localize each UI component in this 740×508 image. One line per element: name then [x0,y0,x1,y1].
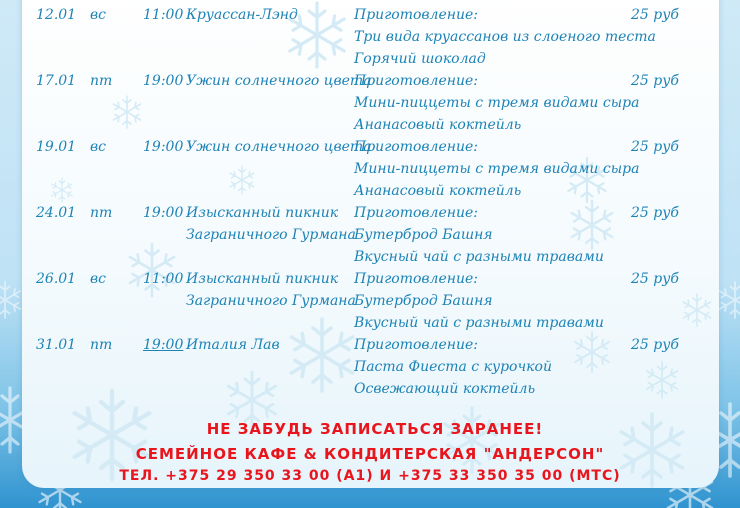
event-menu [354,334,552,400]
event-date: 19.01 [36,139,77,155]
event-price: 25 руб [631,271,679,287]
table-row [0,136,740,202]
menu-line: Вкусный чай с разными травами [354,249,604,265]
menu-line: Приготовление: [354,271,478,287]
menu-line: Приготовление: [354,7,478,23]
reminder-text: НЕ ЗАБУДЬ ЗАПИСАТЬСЯ ЗАРАНЕЕ! [206,420,544,438]
event-time: 19:00 [143,205,184,221]
table-row [0,268,740,334]
event-day: пт [90,205,113,221]
event-time: 11:00 [143,271,184,287]
event-date: 26.01 [36,271,77,287]
menu-line: Три вида круассанов из слоеного теста [354,29,656,45]
menu-line: Горячий шоколад [354,51,486,67]
event-price: 25 руб [631,139,679,155]
event-title-line: Изысканный пикник [186,205,339,221]
event-menu [354,4,656,70]
menu-line: Ананасовый коктейль [354,117,522,133]
event-title-line: Заграничного Гурмана [186,227,356,243]
event-time: 19:00 [143,337,184,353]
menu-line: Бутерброд Башня [354,227,493,243]
phone-numbers: ТЕЛ. +375 29 350 33 00 (А1) И +375 33 350 35 00 (МТС) [119,468,621,484]
event-menu [354,268,604,334]
menu-line: Ананасовый коктейль [354,183,522,199]
menu-line: Бутерброд Башня [354,293,493,309]
event-title [186,4,298,26]
table-row [0,70,740,136]
menu-line: Мини-пиццеты с тремя видами сыра [354,95,640,111]
event-day: вс [90,271,106,287]
event-price: 25 руб [631,73,679,89]
event-title-line: Заграничного Гурмана [186,293,356,309]
event-time: 11:00 [143,7,184,23]
event-title [186,202,356,246]
event-title [186,136,372,158]
menu-line: Паста Фиеста с курочкой [354,359,552,375]
footer-contact [0,417,740,487]
event-title-line: Ужин солнечного цвета [186,73,372,89]
event-price: 25 руб [631,7,679,23]
event-title [186,268,356,312]
menu-line: Приготовление: [354,205,478,221]
event-title-line: Италия Лав [186,337,280,353]
event-date: 17.01 [36,73,77,89]
event-title [186,70,372,92]
cafe-name: СЕМЕЙНОЕ КАФЕ & КОНДИТЕРСКАЯ "АНДЕРСОН" [135,445,605,463]
table-row [0,334,740,400]
event-title-line: Круассан-Лэнд [186,7,298,23]
event-price: 25 руб [631,337,679,353]
event-day: пт [90,73,113,89]
table-row [0,202,740,268]
table-row [0,4,740,70]
menu-line: Приготовление: [354,337,478,353]
menu-line: Приготовление: [354,139,478,155]
event-title-line: Изысканный пикник [186,271,339,287]
event-menu [354,136,639,202]
event-time: 19:00 [143,73,184,89]
event-day: вс [90,7,106,23]
menu-line: Приготовление: [354,73,478,89]
menu-line: Вкусный чай с разными травами [354,315,604,331]
event-date: 12.01 [36,7,77,23]
event-menu [354,202,604,268]
event-day: пт [90,337,113,353]
event-price: 25 руб [631,205,679,221]
menu-line: Освежающий коктейль [354,381,536,397]
event-date: 24.01 [36,205,77,221]
event-day: вс [90,139,106,155]
event-menu [354,70,639,136]
event-date: 31.01 [36,337,77,353]
menu-line: Мини-пиццеты с тремя видами сыра [354,161,640,177]
event-title [186,334,280,356]
event-time: 19:00 [143,139,184,155]
event-title-line: Ужин солнечного цвета [186,139,372,155]
